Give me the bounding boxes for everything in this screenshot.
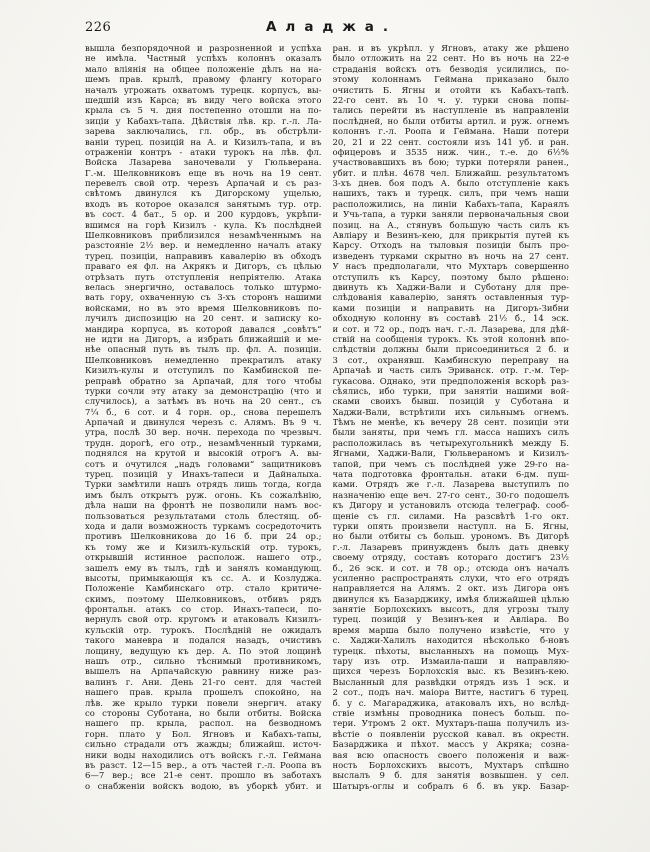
text-line: Шатыръ-оглы и собралъ 6 б. въ укр. Базар- [332, 781, 569, 792]
text-line: офицеровъ и 3535 ниж. чин., т.-е. до 6½% [332, 147, 569, 158]
text-line: лѣв. же крыло турки повели энергич. атаку [85, 698, 322, 709]
text-line: не имѣла. Частный успѣхъ колоннъ оказалъ [85, 54, 322, 65]
text-line: мало вліянія на общее положеніе дѣлъ на на- [85, 64, 322, 75]
text-line: было отложить на 22 сент. Но въ ночь на 22-е [332, 54, 569, 65]
text-line: валинъ г. Ани. День 21-го сент. для частей [85, 677, 322, 688]
text-line: свѣтомъ двинулся къ Дигорскому ущелью, [85, 189, 322, 200]
text-line: Кизилъ-кулы и отступилъ по Камбинской пе- [85, 366, 322, 377]
text-line: с. Хаджи-Халилъ находится нѣсколько б-новъ [332, 636, 569, 647]
text-line: тару изъ отр. Измаила-паши и направляю- [332, 657, 569, 668]
text-line: щеніе съ гл. силами. На разсвѣтѣ 1-го окт. [332, 511, 569, 522]
text-line: вышелъ на Арпачайскую равнину ниже раз- [85, 667, 322, 678]
text-line: усиленно распространять слухи, что его отрядъ [332, 573, 569, 584]
text-line: 20, 21 и 22 сент. состояли изъ 141 уб. и ран. [332, 137, 569, 148]
text-line: ники воды находились отъ войскъ г.-л. Геймана [85, 750, 322, 761]
text-line: своему отряду, составъ котораго достигъ 23½ [332, 553, 569, 564]
text-line: б. у с. Магараджика, атаковалъ ихъ, но вслѣд- [332, 698, 569, 709]
text-line: турецк. пѣхоты, высланныхъ на помощь Мух- [332, 646, 569, 657]
text-line: лучилъ диспозицію на 20 сент. и записку ко- [85, 314, 322, 325]
text-line: двинулся къ Базарджику, имѣя ближайшей цѣлью [332, 594, 569, 605]
text-line: тапой, при чемъ съ послѣдней уже 29-го на- [332, 459, 569, 470]
text-line: высоты, примыкающія къ сс. А. и Козлуджа. [85, 573, 322, 584]
text-line: открывшій истинное располож. нашего отр., [85, 553, 322, 564]
text-line: Тѣмъ не менѣе, къ вечеру 28 сент. позиціи эти [332, 418, 569, 429]
text-line: крыла съ 5 ч. дня постепенно отошли на по- [85, 106, 322, 117]
text-line: сотъ и очутился „надъ головами“ защитниковъ [85, 459, 322, 470]
text-line: перевелъ свой отр. черезъ Арпачай и съ раз- [85, 179, 322, 190]
text-line: обходную колонну въ составѣ 21½ б., 14 эск. [332, 314, 569, 325]
text-line: имъ былъ открытъ руж. огонь. Къ сожалѣнію, [85, 490, 322, 501]
text-line: турец. позицій у Везинъ-кея и Авліара. Во [332, 615, 569, 626]
text-line: къ Дигору и установилъ отсюда телеграф. сооб- [332, 501, 569, 512]
text-line: Арпачаѣ и часть силъ Эриванск. отр. г.-м. Тер- [332, 366, 569, 377]
text-line: занятіе Борлохскихъ высотъ, для угрозы тылу [332, 605, 569, 616]
text-line: этому колоннамъ Геймана приказано было [332, 75, 569, 86]
text-line: расположилась въ четырехугольникѣ между Б. [332, 438, 569, 449]
text-line: и Учь-тапа, а турки заняли первоначальныя свои [332, 210, 569, 221]
text-line: страданія войскъ отъ безводія усилились, по- [332, 64, 569, 75]
text-line: турки опять произвели наступл. на Б. Ягны, [332, 521, 569, 532]
text-line: ствіе измѣны проводника понесъ больш. по- [332, 709, 569, 719]
text-line: войсками, но въ это время Шелковниковъ по- [85, 303, 322, 314]
text-line: нашъ отр., сильно тѣснимый противникомъ, [85, 657, 322, 668]
text-line: 2 сот., подъ нач. маіора Витте, настигъ 6 турец. [332, 688, 569, 699]
text-line: противъ Шелковникова до 16 б. при 24 ор.; [85, 532, 322, 543]
text-line: зашелъ ему въ тылъ, гдѣ и занялъ командующ. [85, 563, 322, 574]
text-line: Войска Лазарева заночевали у Гюльверана. [85, 158, 322, 169]
text-line: Авліару и Везинъ-кею, для прикрытія путей къ [332, 231, 569, 242]
article-title: Аладжа. [265, 19, 398, 35]
text-line: праваго ея фл. на Акрякъ и Дигоръ, съ цѣлью [85, 262, 322, 273]
text-line: фронтальн. атакъ со стор. Инахъ-тапеси, по- [85, 605, 322, 616]
text-line: нашихъ, такъ и турецк. силъ, при чемъ наши [332, 189, 569, 200]
text-line: мандира корпуса, въ которой давался „совѣтъ“ [85, 324, 322, 335]
text-line: послѣдней, но были отбиты артил. и руж. огнемъ [332, 116, 569, 127]
text-line: сѣялись, ибо турки, при занятіи нашими вой- [332, 386, 569, 397]
text-line: участвовавшихъ въ бою; турки потеряли ранен., [332, 158, 569, 169]
text-line: были заняты, при чемъ гл. масса нашихъ силъ [332, 428, 569, 439]
text-line: лощину, ведущую къ дер. А. По этой лощинѣ [85, 646, 322, 657]
text-line: такого маневра и подался назадъ, очистивъ [85, 636, 322, 647]
text-line: началъ угрожать охватомъ турецк. корпусъ, вы- [85, 85, 322, 96]
text-line: чата подготовка фронтальн. атаки 6-дм. пуш- [332, 470, 569, 481]
text-line: Положеніе Камбинскаго отр. стало критиче- [85, 584, 322, 595]
text-line: кульскій отр. турокъ. Послѣдній не ожидалъ [85, 625, 322, 636]
text-line: хода и дали возможность туркамъ сосредоточить [85, 521, 322, 532]
text-line: ками позиціи и направить на Дигоръ-Зибни [332, 303, 569, 314]
page-header [85, 17, 569, 39]
text-line: 3 сот., охранявш. Камбинскую переправу на [332, 355, 569, 366]
text-line: въ разст. 12—15 вер., а отъ частей г.-л. Роопа въ [85, 760, 322, 771]
text-line: со стороны Суботана, но были отбиты. Войска [85, 709, 322, 719]
text-line: поднялся на крутой и высокій отрогъ А. вы- [85, 449, 322, 460]
text-line: ран. и въ укрѣпл. у Ягновъ, атаку же рѣшено [332, 44, 569, 54]
text-line: не идти на Дигоръ, а избрать ближайшій и ме- [85, 334, 322, 345]
text-line: турец. позицій у Инахъ-тапеси и Дайналыха. [85, 470, 322, 481]
text-line: время марша было получено извѣстіе, что у [332, 625, 569, 636]
text-line: отступилъ къ Карсу, поэтому было рѣшено: [332, 272, 569, 283]
text-line: дѣла наши на фронтѣ не позволили намъ вос- [85, 501, 322, 512]
text-line: ками. Отрядъ же г.-л. Лазарева выступилъ по [332, 480, 569, 491]
text-line: г.-л. Лазаревъ принужденъ былъ дать дневку [332, 542, 569, 553]
text-line: назначенію еще веч. 27-го сент., 30-го подошелъ [332, 490, 569, 501]
text-line: 6—7 вер.; все 21-е сент. прошло въ заботахъ [85, 771, 322, 782]
text-block [85, 44, 569, 792]
text-line: о снабженіи войскъ водою, въ уборкѣ убит. и [85, 781, 322, 792]
text-line: Карсу. Отходъ на тыловыя позиціи былъ про- [332, 241, 569, 252]
page-number: 226 [85, 20, 112, 35]
text-line: и сот. и 72 ор., подъ нач. г.-л. Лазарева, для дѣй- [332, 324, 569, 335]
text-line: колоннъ г.-л. Роопа и Геймана. Наши потери [332, 127, 569, 138]
text-line: разстояніе 2½ вер. и немедленно началъ атаку [85, 241, 322, 252]
text-line: щихся черезъ Борлохскія выс. къ Везинъ-кею. [332, 667, 569, 678]
text-line: очистить Б. Ягны и отойти къ Кабахъ-тапѣ. [332, 85, 569, 96]
text-line: ствій на сообщенія турокъ. Къ этой колоннѣ впо- [332, 334, 569, 345]
text-line: реправѣ обратно за Арпачай, для того чтобы [85, 376, 322, 387]
text-line: Шелковниковъ приблизился незамѣченнымъ на [85, 231, 322, 242]
text-line: 22-го сент. въ 10 ч. у. турки снова попы- [332, 95, 569, 106]
text-line: зиціи у Кабахъ-тапа. Дѣйствія лѣв. кр. г.-л. Ла- [85, 116, 322, 127]
text-line: вшимся на горѣ Кизилъ - кула. Къ послѣдней [85, 220, 322, 231]
text-line: вая всю опасность своего положенія и важ- [332, 750, 569, 761]
text-line: тались перейти въ наступленіе въ направленіи [332, 106, 569, 117]
text-line: тери. Утромъ 2 окт. Мухтаръ-паша получилъ из- [332, 719, 569, 730]
text-line: Базарджика и пѣхот. массъ у Акряка; созна- [332, 740, 569, 751]
text-line: двинуть къ Хаджи-Вали и Суботану для пре- [332, 282, 569, 293]
text-line: 7¼ б., 6 сот. и 4 горн. ор., снова перешелъ [85, 407, 322, 418]
text-line: къ тому же и Кизилъ-кульскій отр. турокъ, [85, 542, 322, 553]
text-line: Арпачай и двинулся черезъ с. Алямъ. Въ 9 ч. [85, 418, 322, 429]
text-line: вѣстіе о появленіи русской кавал. въ окрестн. [332, 729, 569, 740]
text-line: пользоваться результатами столь блестящ. об- [85, 511, 322, 522]
text-line: ваніи турец. позицій на А. и Кизилъ-тапа, и въ [85, 137, 322, 148]
text-line: 3-хъ днев. боя подъ А. было отступленіе какъ [332, 179, 569, 190]
text-line: въ сост. 4 бат., 5 ор. и 200 курдовъ, укрѣпи- [85, 210, 322, 221]
text-line: убит. и плѣн. 4678 чел. Ближайш. результатомъ [332, 168, 569, 179]
text-line: выслалъ 9 б. для занятія возвышен. у сел. [332, 771, 569, 782]
text-line: ность Борлохскихъ высотъ, Мухтаръ спѣшно [332, 760, 569, 771]
text-line: утра, послѣ 30 вер. ночн. перехода по чрезвыч. [85, 428, 322, 439]
text-line: сками своихъ бывш. позицій у Суботана и [332, 397, 569, 408]
text-line: слѣдствіи должны были присоединиться 2 б. и [332, 345, 569, 356]
text-line: б., 26 эск. и сот. и 78 ор.; отсюда онъ началъ [332, 563, 569, 574]
text-line: Турки замѣтили нашъ отрядъ лишь тогда, когда [85, 480, 322, 491]
text-line: зарева заключались, гл. обр., въ обстрѣли- [85, 127, 322, 138]
text-line: Шелковниковъ немедленно прекратилъ атаку [85, 355, 322, 366]
text-line: позиц. на А., стянувъ большую часть силъ къ [332, 220, 569, 231]
text-line: Ягнами, Хаджи-Вали, Гюльвераномъ и Кизилъ- [332, 449, 569, 460]
text-line: Г.-м. Шелковниковъ еще въ ночь на 19 сент. [85, 168, 322, 179]
text-line: отрѣзать путь отступленія непріятелю. Атака [85, 272, 322, 283]
text-line: нашего пр. крыла, распол. на безводномъ [85, 719, 322, 730]
text-line: нѣе опасный путь въ тылъ пр. фл. А. позиціи. [85, 345, 322, 356]
text-line: отраженіи контръ - атаки турокъ на лѣв. фл. [85, 147, 322, 158]
text-line: гукасова. Однако, эти предположенія вскорѣ раз- [332, 376, 569, 387]
text-line: слѣдованія кавалерію, занять оставленныя тур- [332, 293, 569, 304]
text-line: горн. плато у Бол. Ягновъ и Кабахъ-тапы, [85, 729, 322, 740]
text-line: сильно страдали отъ жажды; ближайш. источ- [85, 740, 322, 751]
text-line: скимъ, поэтому Шелковниковъ, отбивъ рядъ [85, 594, 322, 605]
text-line: случилось), а затѣмъ въ ночь на 20 сент., съ [85, 397, 322, 408]
text-line: но были отбиты съ больш. урономъ. Въ Дигорѣ [332, 532, 569, 543]
text-line: Хаджи-Вали, встрѣтили ихъ сильнымъ огнемъ. [332, 407, 569, 418]
text-line: расположились, на линіи Кабахъ-тапа, Караялъ [332, 199, 569, 210]
text-line: велась энергично, оставалось только штурмо- [85, 282, 322, 293]
text-line: нашего прав. крыла прошелъ спокойно, на [85, 688, 322, 699]
text-line: шедшій изъ Карса; въ виду чего войска этого [85, 95, 322, 106]
text-line: изведенъ турками скрытно въ ночь на 27 сент. [332, 251, 569, 262]
column-right [333, 44, 570, 792]
text-line: Высланный для развѣдки отрядъ изъ 1 эск. и [332, 677, 569, 688]
column-left [85, 44, 322, 792]
text-line: вышла безпорядочной и разрозненной и успѣха [85, 44, 322, 54]
text-line: вернулъ свой отр. кругомъ и атаковалъ Кизилъ- [85, 615, 322, 626]
text-line: У насъ предполагали, что Мухтаръ совершенно [332, 262, 569, 273]
text-line: турки сочли эту атаку за демонстрацію (что и [85, 386, 322, 397]
text-line: входъ въ которое оказался занятымъ тур. отр. [85, 199, 322, 210]
text-line: шемъ прав. крылѣ, правому флангу котораго [85, 75, 322, 86]
text-line: трудн. дорогѣ, его отр., незамѣченный турками, [85, 438, 322, 449]
text-line: турец. позиціи, направивъ кавалерію въ обходъ [85, 251, 322, 262]
text-line: направляется на Алямъ. 2 окт. изъ Дигора онъ [332, 584, 569, 595]
text-line: вать гору, охваченную съ 3-хъ сторонъ нашими [85, 293, 322, 304]
